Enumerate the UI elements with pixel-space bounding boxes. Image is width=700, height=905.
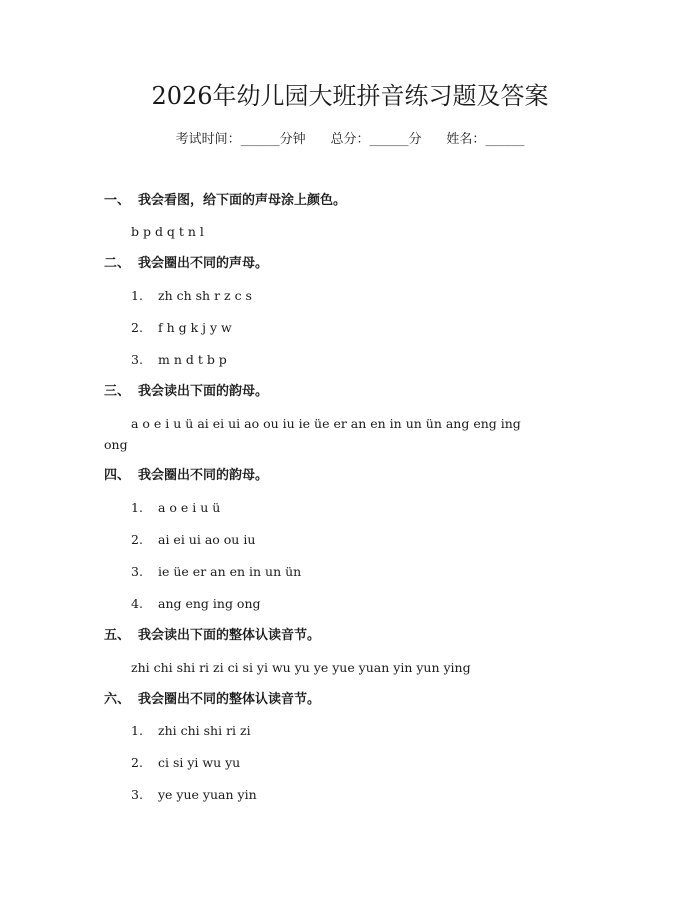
exam-meta-line: [0, 130, 700, 150]
list-item-text: ai ei ui ao ou iu: [158, 532, 256, 547]
section-content-continuation: ong: [104, 437, 128, 452]
list-item-text: a o e i u ü: [158, 500, 221, 515]
list-item: [131, 721, 251, 741]
section-number: 一、: [104, 193, 131, 208]
list-item-text: ang eng ing ong: [158, 596, 261, 611]
section-title: 我会圈出不同的声母。: [138, 256, 269, 271]
section-number: 六、: [104, 692, 131, 707]
section-content-line: a o e i u ü ai ei ui ao ou iu ie üe er an en in un ün ang eng ing: [131, 416, 521, 431]
list-item-index: 4.: [131, 596, 143, 611]
list-item-text: zh ch sh r z c s: [158, 288, 252, 303]
list-item-text: ye yue yuan yin: [158, 787, 257, 802]
section-number: 四、: [104, 468, 131, 483]
list-item-index: 3.: [131, 787, 143, 802]
list-item-index: 3.: [131, 352, 143, 367]
list-item-text: m n d t b p: [158, 352, 227, 367]
name-blank[interactable]: ______: [485, 132, 525, 147]
list-item-index: 1.: [131, 288, 143, 303]
list-item: [131, 286, 252, 306]
list-item-text: zhi chi shi ri zi: [158, 723, 251, 738]
section-number: 二、: [104, 256, 131, 271]
section-heading: [104, 466, 268, 486]
name-label: 姓名：: [446, 132, 486, 147]
section-title: 我会读出下面的整体认读音节。: [138, 628, 321, 643]
list-item: [131, 498, 220, 518]
list-item-text: ci si yi wu yu: [158, 755, 241, 770]
list-item-text: ie üe er an en in un ün: [158, 564, 302, 579]
list-item-index: 2.: [131, 755, 143, 770]
section-heading: [104, 626, 320, 646]
list-item: [131, 318, 232, 338]
section-title: 我会圈出不同的整体认读音节。: [138, 692, 321, 707]
score-unit: 分: [408, 132, 422, 147]
section-number: 五、: [104, 628, 131, 643]
section-title: 我会读出下面的韵母。: [138, 384, 269, 399]
score-label: 总分：: [330, 132, 370, 147]
section-title: 我会圈出不同的韵母。: [138, 468, 269, 483]
list-item: [131, 562, 301, 582]
list-item-index: 1.: [131, 723, 143, 738]
list-item: [131, 530, 255, 550]
score-blank[interactable]: ______: [369, 132, 409, 147]
list-item-text: f h g k j y w: [158, 320, 232, 335]
list-item: [131, 785, 257, 805]
exam-time-unit: 分钟: [279, 132, 306, 147]
list-item-index: 1.: [131, 500, 143, 515]
list-item: [131, 594, 261, 614]
section-heading: [104, 382, 268, 402]
section-heading: [104, 690, 320, 710]
section-content-line: zhi chi shi ri zi ci si yi wu yu ye yue yuan yin yun ying: [131, 660, 471, 675]
section-heading: [104, 254, 268, 274]
section-title: 我会看图，给下面的声母涂上颜色。: [138, 193, 347, 208]
exam-time-label: 考试时间：: [175, 132, 241, 147]
list-item: [131, 350, 227, 370]
document-title: 2026年幼儿园大班拼音练习题及答案: [151, 82, 549, 110]
list-item-index: 3.: [131, 564, 143, 579]
list-item-index: 2.: [131, 320, 143, 335]
list-item-index: 2.: [131, 532, 143, 547]
list-item: [131, 753, 240, 773]
exam-time-blank[interactable]: ______: [240, 132, 280, 147]
section-number: 三、: [104, 384, 131, 399]
section-heading: [104, 191, 346, 211]
section-content-line: b p d q t n l: [131, 224, 204, 239]
